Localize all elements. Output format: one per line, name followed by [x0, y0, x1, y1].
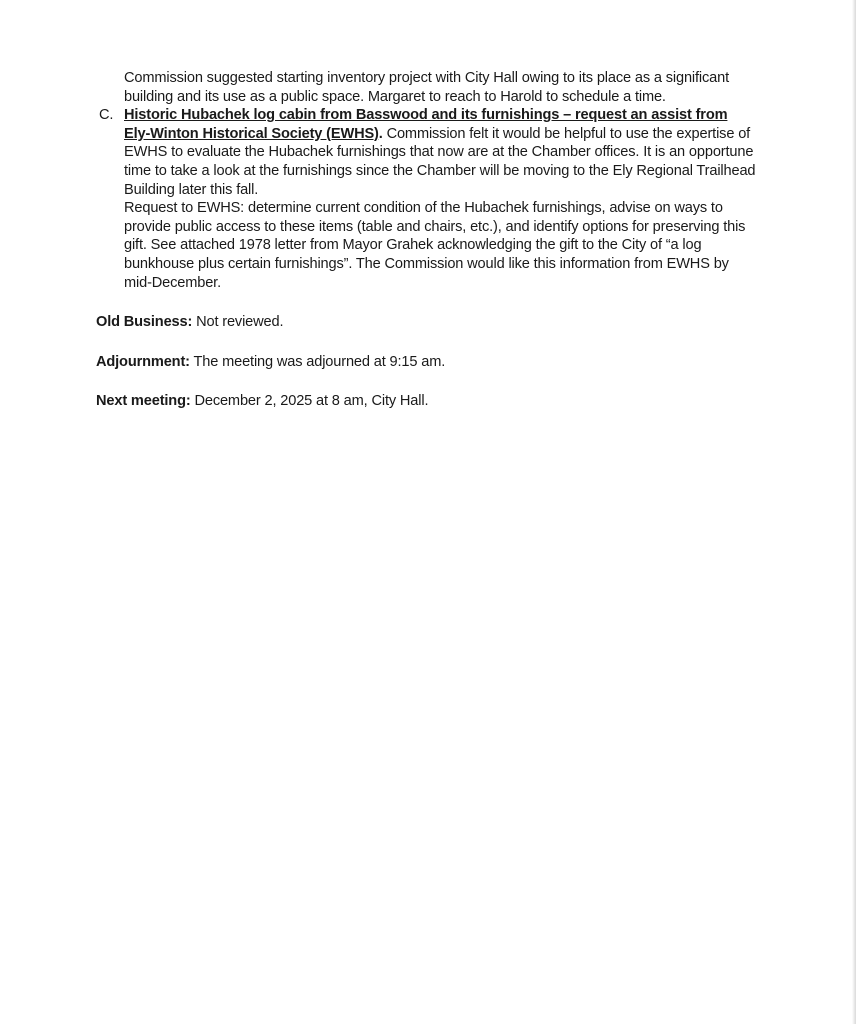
old-business-section [96, 313, 756, 332]
adjournment-text: The meeting was adjourned at 9:15 am. [189, 353, 446, 370]
item-c-heading: Historic Hubachek log cabin from Basswood and its furnishings – request an assist from Ely-Winton Historical Society (EWHS) [124, 107, 728, 142]
continued-item-text: Commission suggested starting inventory project with City Hall owing to its place as a significant building and its use as a public space. Margaret to reach to Harold to schedule a time. [124, 70, 730, 105]
adjournment-label: Adjournment: [96, 353, 190, 370]
adjournment-section [96, 353, 756, 372]
page-edge-shadow [852, 0, 856, 1024]
next-meeting-label: Next meeting: [96, 393, 191, 410]
item-c-paragraph [124, 106, 756, 199]
old-business-label: Old Business: [96, 314, 193, 331]
old-business-text: Not reviewed. [192, 314, 284, 331]
item-c-request-paragraph [124, 199, 756, 292]
minutes-content [96, 69, 756, 411]
next-meeting-section [96, 392, 756, 411]
item-c-heading-suffix: . [378, 125, 383, 142]
item-c-marker: C. [99, 107, 114, 124]
continued-item-paragraph [96, 69, 756, 106]
agenda-item-c [96, 106, 756, 292]
item-c-body: Commission felt it would be helpful to use the expertise of EWHS to evaluate the Hubachek furnishings that now are at the Chamber offices. It is an opportune time to take a look at the furnishings since the Chamber will be moving to the Ely Regional Trailhead Building later this fall. [124, 125, 756, 198]
item-c-request-text: Request to EWHS: determine current condition of the Hubachek furnishings, advise on ways to provide public access to these items (table and chairs, etc.), and identify options for preserving this gift. See attached 1978 letter from Mayor Grahek acknowledging the gift to the City of “a log bunkhouse plus certain furnishings”. The Commission would like this information from EWHS by mid-December. [124, 200, 746, 291]
next-meeting-text: December 2, 2025 at 8 am, City Hall. [190, 393, 429, 410]
